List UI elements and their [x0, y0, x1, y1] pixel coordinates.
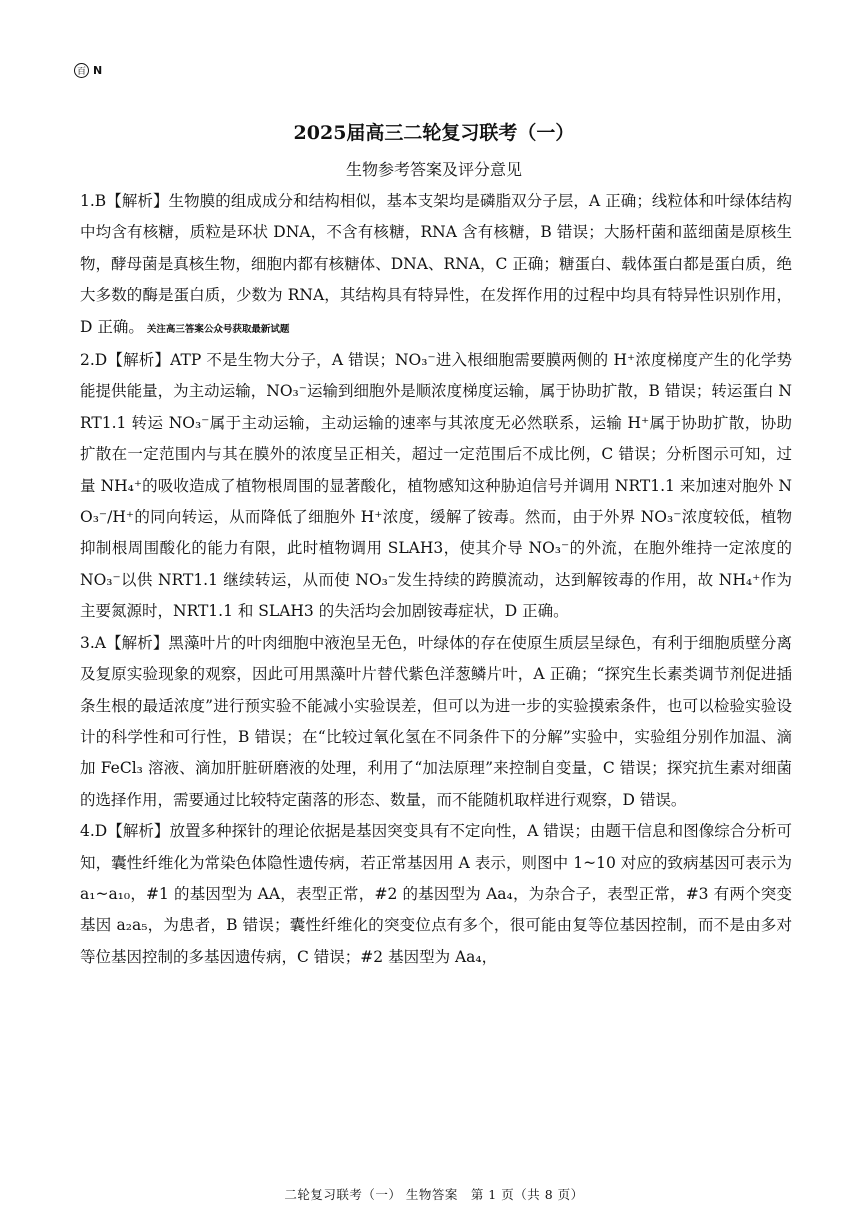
answer-3-text: 3.A【解析】黑藻叶片的叶肉细胞中液泡呈无色，叶绿体的存在使原生质层呈绿色，有利于细胞质壁分离及复原实验现象的观察，因此可用黑藻叶片替代紫色洋葱鳞片叶，A 正确；“探究生长素类调节剂促进插条生根的最适浓度”进行预实验不能减小实验误差，但可以为进一步的实验摸索条件，也可以检验实验设计的科学性和可行性，B 错误；在“比较过氧化氢在不同条件下的分解”实验中，实验组分别作加温、滴加 FeCl₃ 溶液、滴加肝脏研磨液的处理，利用了“加法原理”来控制自变量，C 错误；探究抗生素对细菌的选择作用，需要通过比较特定菌落的形态、数量，而不能随机取样进行观察，D 错误。 — [80, 633, 792, 809]
answer-3 — [80, 628, 792, 816]
corner-letter: N — [93, 64, 103, 77]
answer-2-text: 2.D【解析】ATP 不是生物大分子，A 错误；NO₃⁻进入根细胞需要膜两侧的 H⁺浓度梯度产生的化学势能提供能量，为主动运输，NO₃⁻运输到细胞外是顺浓度梯度运输，属于协助扩散，B 错误；转运蛋白 NRT1.1 转运 NO₃⁻属于主动运输，主动运输的速率与其浓度无必然联系，运输 H⁺属于协助扩散，协助扩散在一定范围内与其在膜外的浓度呈正相关，超过一定范围后不成比例，C 错误；分析图示可知，过量 NH₄⁺的吸收造成了植物根周围的显著酸化，植物感知这种胁迫信号并调用 NRT1.1 来加速对胞外 NO₃⁻/H⁺的同向转运，从而降低了细胞外 H⁺浓度，缓解了铵毒。然而，由于外界 NO₃⁻浓度较低，植物抑制根周围酸化的能力有限，此时植物调用 SLAH3，使其介导 NO₃⁻的外流，在胞外维持一定浓度的 NO₃⁻以供 NRT1.1 继续转运，从而使 NO₃⁻发生持续的跨膜流动，达到解铵毒的作用，故 NH₄⁺作为主要氮源时，NRT1.1 和 SLAH3 的失活均会加剧铵毒症状，D 正确。 — [80, 351, 792, 621]
answer-2 — [80, 345, 792, 628]
promo-note: 关注高三答案公众号获取最新试题 — [146, 323, 290, 335]
page-subtitle: 生物参考答案及评分意见 — [345, 160, 522, 179]
page-footer: 二轮复习联考（一） 生物答案 第 1 页（共 8 页） — [284, 1187, 584, 1202]
answer-4-text: 4.D【解析】放置多种探针的理论依据是基因突变具有不定向性，A 错误；由题干信息和图像综合分析可知，囊性纤维化为常染色体隐性遗传病，若正常基因用 A 表示，则图中 1~10 对应的致病基因可表示为 a₁~a₁₀，#1 的基因型为 AA，表型正常，#2 的基因型为 Aa₄，为杂合子，表型正常，#3 有两个突变基因 a₂a₅，为患者，B 错误；囊性纤维化的突变位点有多个，很可能由复等位基因控制，而不是由多对等位基因控制的多基因遗传病，C 错误；#2 基因型为 Aa₄， — [80, 822, 792, 966]
page-title: 2025届高三二轮复习联考（一） — [293, 122, 575, 144]
answer-list — [80, 186, 792, 973]
answer-1-text: 1.B【解析】生物膜的组成成分和结构相似，基本支架均是磷脂双分子层，A 正确；线粒体和叶绿体结构中均含有核糖，质粒是环状 DNA，不含有核糖，RNA 含有核糖，B 错误；大肠杆菌和蓝细菌是原核生物，酵母菌是真核生物，细胞内都有核糖体、DNA、RNA，C 正确；糖蛋白、载体蛋白都是蛋白质，绝大多数的酶是蛋白质，少数为 RNA，其结构具有特异性，在发挥作用的过程中均具有特异性识别作用，D 正确。 — [80, 192, 792, 336]
answer-1 — [80, 186, 792, 345]
corner-mark — [74, 63, 102, 78]
answer-4 — [80, 816, 792, 973]
circle-glyph: 百 — [74, 63, 89, 78]
